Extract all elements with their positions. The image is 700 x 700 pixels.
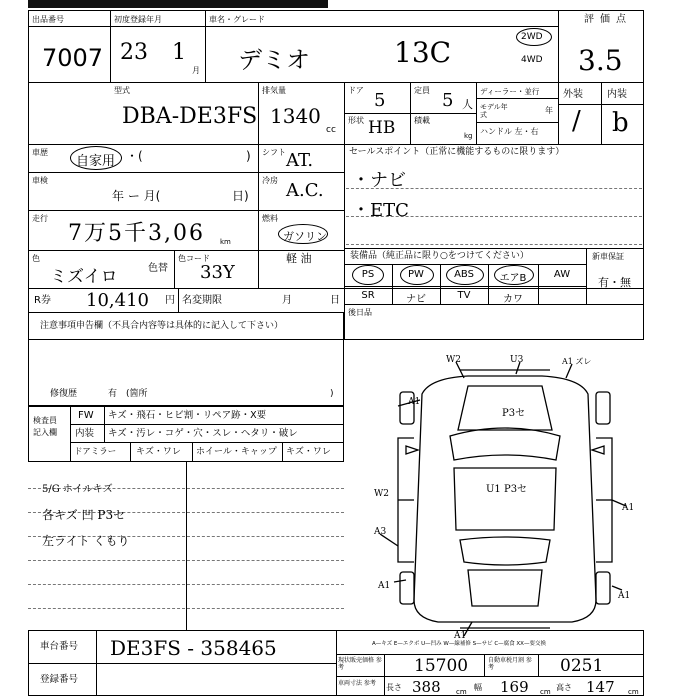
mark-a1-rear: A1 bbox=[454, 631, 467, 640]
body-label: 形状 bbox=[348, 116, 364, 125]
drive-4wd: 4WD bbox=[521, 55, 543, 65]
dealer-label: ディーラー・並行 bbox=[480, 87, 540, 96]
length-label: 長さ bbox=[386, 683, 402, 692]
equip-tv: TV bbox=[457, 290, 471, 301]
mark-a1-rear-left: A1 bbox=[378, 581, 391, 591]
month-unit: 月 bbox=[192, 66, 200, 75]
new-car-warranty-label: 新車保証 bbox=[592, 252, 624, 261]
interior-grade: b bbox=[612, 108, 629, 138]
color-code-value: 33Y bbox=[200, 262, 235, 283]
mark-a1-rear-right: A1 bbox=[618, 591, 631, 601]
repair-history-yes: 有 bbox=[108, 389, 118, 399]
color-change-label: 色替 bbox=[148, 263, 168, 274]
history-close: ) bbox=[246, 149, 251, 163]
registration-month: 1 bbox=[172, 40, 186, 65]
equip-abs: ABS bbox=[454, 269, 474, 280]
fuel-diesel: 軽 油 bbox=[286, 252, 312, 265]
load-label: 積載 bbox=[414, 116, 430, 125]
equipment-title: 装備品（純正品に限り○をつけてください） bbox=[350, 251, 529, 261]
history-rest: ・( bbox=[126, 149, 143, 163]
lot-number: 7007 bbox=[42, 44, 104, 72]
type-label: 型式 bbox=[114, 86, 130, 95]
tax-value: 0251 bbox=[560, 656, 604, 676]
exterior-label: 外装 bbox=[563, 89, 583, 100]
score-label: 評価点 bbox=[584, 14, 632, 25]
repair-history-label: 修復歴 bbox=[50, 389, 78, 399]
repair-history-place: (箇所 bbox=[126, 389, 148, 399]
width-label: 幅 bbox=[474, 683, 482, 692]
mark-w2-side: W2 bbox=[374, 489, 389, 499]
equip-airbag: エアB bbox=[499, 273, 527, 284]
equip-aw: AW bbox=[553, 269, 571, 280]
body-value: HB bbox=[368, 118, 396, 138]
inspector-fw: FW bbox=[78, 410, 94, 421]
registration-number-label: 登録番号 bbox=[40, 674, 79, 685]
exterior-grade: / bbox=[572, 106, 581, 136]
capacity-label: 定員 bbox=[414, 86, 430, 95]
sales-point-title: セールスポイント（正常に機能するものに限ります） bbox=[349, 147, 565, 157]
lot-number-label: 出品番号 bbox=[32, 15, 64, 24]
year-unit: 年 bbox=[545, 106, 553, 115]
price-value: 15700 bbox=[414, 656, 469, 676]
height-value: 147 bbox=[586, 678, 615, 696]
displacement-label: 排気量 bbox=[262, 86, 286, 95]
inspector-mirror-damage: キズ・ワレ bbox=[136, 447, 181, 457]
mark-a3-side: A3 bbox=[374, 527, 387, 537]
mark-a1-right: A1 bbox=[622, 503, 635, 513]
header-strip bbox=[28, 0, 328, 8]
interior-label: 内装 bbox=[607, 89, 627, 100]
inspector-interior: 内装 bbox=[75, 428, 95, 439]
inspection-text: 年 ー 月( bbox=[112, 189, 161, 203]
ac-label: 冷房 bbox=[262, 176, 278, 185]
chassis-label: 車台番号 bbox=[40, 641, 79, 652]
length-value: 388 bbox=[412, 678, 441, 696]
handle-label: ハンドル 左・右 bbox=[480, 127, 539, 136]
yen-unit: 円 bbox=[165, 295, 175, 306]
width-unit: cm bbox=[540, 688, 551, 696]
shift-label: シフト bbox=[262, 148, 286, 157]
color-value: ミズイロ bbox=[50, 267, 118, 287]
color-label: 色 bbox=[32, 254, 40, 263]
type-value: DBA-DE3FS bbox=[122, 104, 258, 129]
history-label: 車歴 bbox=[32, 148, 48, 157]
width-value: 169 bbox=[500, 678, 529, 696]
equip-leather: カワ bbox=[503, 294, 523, 305]
first-registration-label: 初度登録年月 bbox=[114, 15, 162, 24]
mileage-label: 走行 bbox=[32, 214, 48, 223]
model-year-label: モデル年式 bbox=[480, 103, 508, 119]
inspector-wheel-damage: キズ・ワレ bbox=[286, 447, 331, 457]
size-label: 車両寸法 参考 bbox=[338, 680, 376, 687]
mark-u1-roof: U1 P3セ bbox=[486, 484, 528, 495]
capacity-value: 5 bbox=[442, 90, 454, 111]
score-value: 3.5 bbox=[578, 44, 623, 77]
damage-legend: A—キズ E—エクボ U—凹み W—線補修 S—サビ C—腐食 XX—要交換 bbox=[372, 641, 546, 647]
color-code-label: 色コード bbox=[178, 254, 210, 263]
doors-value: 5 bbox=[374, 90, 386, 111]
kg-unit: kg bbox=[464, 132, 473, 140]
repair-history-close: ) bbox=[330, 389, 334, 399]
inspection-day: 日) bbox=[232, 189, 249, 203]
remark-3: 左ライト くもり bbox=[42, 534, 130, 548]
equip-sr: SR bbox=[361, 290, 375, 301]
price-label: 現状販売価格 参考 bbox=[338, 657, 382, 671]
inspector-label-1: 検査員 bbox=[33, 416, 57, 425]
displacement-value: 1340 bbox=[270, 104, 321, 128]
fuel-value: ガソリン bbox=[283, 230, 327, 243]
sales-point-etc: ・ETC bbox=[352, 200, 409, 221]
drive-2wd: 2WD bbox=[521, 32, 543, 42]
mark-w2-top: W2 bbox=[446, 355, 461, 365]
registration-year: 23 bbox=[120, 40, 148, 65]
equip-navi: ナビ bbox=[406, 294, 426, 305]
name-change-label: 名変期限 bbox=[182, 295, 222, 306]
equip-pw: PW bbox=[408, 269, 424, 280]
chassis-value: DE3FS - 358465 bbox=[110, 636, 277, 660]
equip-ps: PS bbox=[361, 269, 375, 280]
height-unit: cm bbox=[628, 688, 639, 696]
remark-1: 5/G ホイルキズ bbox=[42, 484, 113, 495]
history-value: 自家用 bbox=[76, 154, 116, 169]
after-items-label: 後日品 bbox=[348, 308, 372, 317]
inspector-interior-text: キズ・汚レ・コゲ・穴・スレ・ヘタリ・破レ bbox=[108, 428, 298, 439]
capacity-unit: 人 bbox=[462, 98, 473, 111]
model-grade: 13C bbox=[394, 36, 452, 69]
cc-unit: cc bbox=[326, 125, 336, 135]
name-change-text: 月 bbox=[282, 295, 292, 306]
mark-a1-front-left: A1 bbox=[408, 397, 421, 407]
length-unit: cm bbox=[456, 688, 467, 696]
mileage-value: 7万5千3,06 bbox=[68, 221, 205, 246]
new-car-warranty-value: 有・無 bbox=[598, 276, 631, 289]
name-change-day: 日 bbox=[330, 295, 340, 306]
inspector-wheel-cap: ホイール・キャップ bbox=[196, 447, 277, 457]
height-label: 高さ bbox=[556, 683, 572, 692]
inspector-label-2: 記入欄 bbox=[33, 428, 57, 437]
shift-value: AT. bbox=[286, 150, 314, 171]
inspector-door-mirror: ドアミラー bbox=[74, 447, 117, 457]
km-unit: km bbox=[220, 238, 231, 246]
tax-label: 自動車税月割 参考 bbox=[488, 657, 532, 671]
car-damage-diagram bbox=[360, 350, 650, 640]
model-name: デミオ bbox=[238, 46, 310, 74]
sales-point-navi: ・ナビ bbox=[352, 170, 406, 191]
remark-2: 各キズ 凹 P3セ bbox=[42, 508, 126, 522]
fuel-label: 燃料 bbox=[262, 214, 278, 223]
ac-value: A.C. bbox=[286, 180, 324, 201]
mark-p3se-hood: P3セ bbox=[502, 408, 526, 419]
recycle-value: 10,410 bbox=[86, 290, 149, 311]
inspector-fw-text: キズ・飛石・ヒビ割・リペア跡・X要 bbox=[108, 410, 267, 421]
notes-title: 注意事項申告欄（不具合内容等は具体的に記入して下さい） bbox=[40, 321, 284, 331]
inspection-label: 車検 bbox=[32, 176, 48, 185]
mark-a1-zure: A1 ズレ bbox=[562, 357, 592, 366]
recycle-label: R券 bbox=[34, 295, 51, 306]
mark-u3-top: U3 bbox=[510, 355, 524, 365]
doors-label: ドア bbox=[348, 86, 364, 95]
model-grade-label: 車名・グレード bbox=[209, 15, 265, 24]
